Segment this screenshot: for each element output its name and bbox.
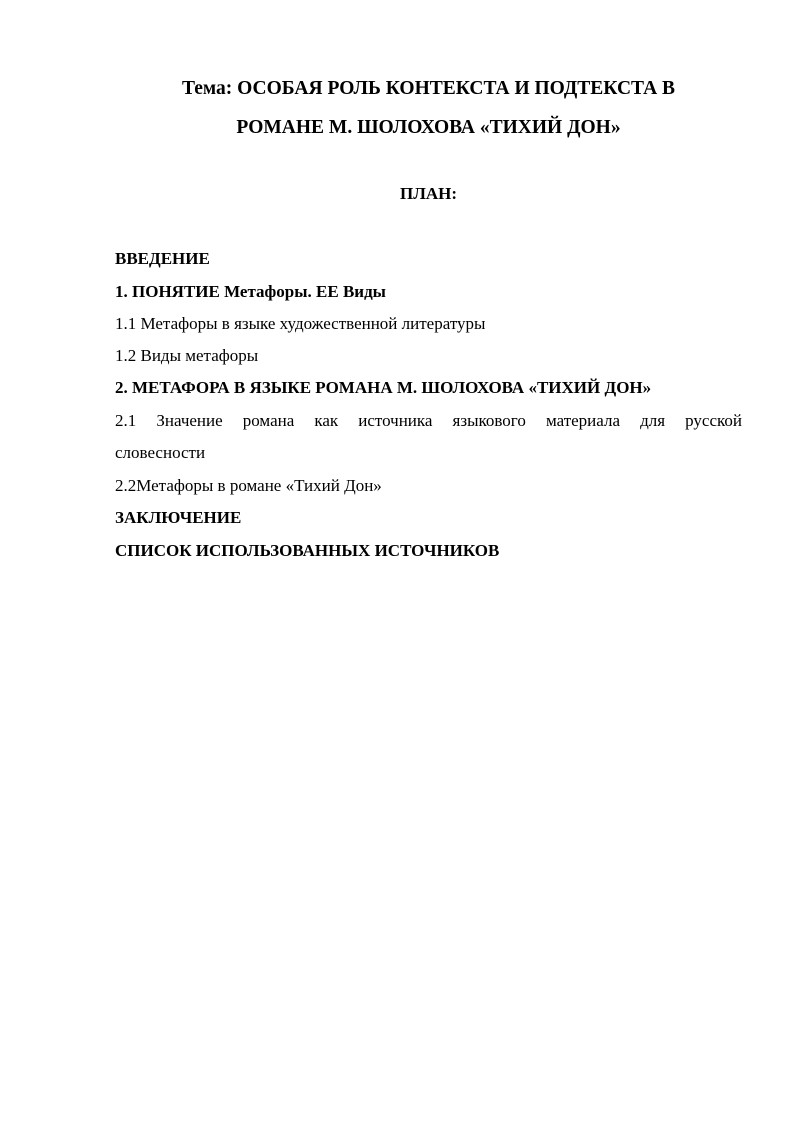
toc-item-section-1: 1. ПОНЯТИЕ Метафоры. ЕЕ Виды	[115, 282, 386, 301]
toc-item-references: СПИСОК ИСПОЛЬЗОВАННЫХ ИСТОЧНИКОВ	[115, 541, 500, 560]
document-title-line-2: РОМАНЕ М. ШОЛОХОВА «ТИХИЙ ДОН»	[236, 117, 621, 138]
toc-item-introduction: ВВЕДЕНИЕ	[115, 249, 210, 268]
toc-item-section-2: 2. МЕТАФОРА В ЯЗЫКЕ РОМАНА М. ШОЛОХОВА «ТИХИЙ ДОН»	[115, 378, 652, 397]
toc-item-section-2-1-line-1: 2.1 Значение романа как источника языкового материала для русской	[115, 411, 742, 430]
document-title-line-1: Тема: ОСОБАЯ РОЛЬ КОНТЕКСТА И ПОДТЕКСТА В	[181, 78, 676, 99]
toc-item-section-1-1: 1.1 Метафоры в языке художественной литературы	[115, 314, 486, 333]
toc-item-section-2-1-line-2: словесности	[115, 443, 206, 462]
toc-item-conclusion: ЗАКЛЮЧЕНИЕ	[115, 508, 242, 527]
toc-item-section-1-2: 1.2 Виды метафоры	[115, 346, 259, 365]
plan-heading: ПЛАН:	[399, 184, 458, 203]
toc-item-section-2-2: 2.2Метафоры в романе «Тихий Дон»	[115, 476, 382, 495]
